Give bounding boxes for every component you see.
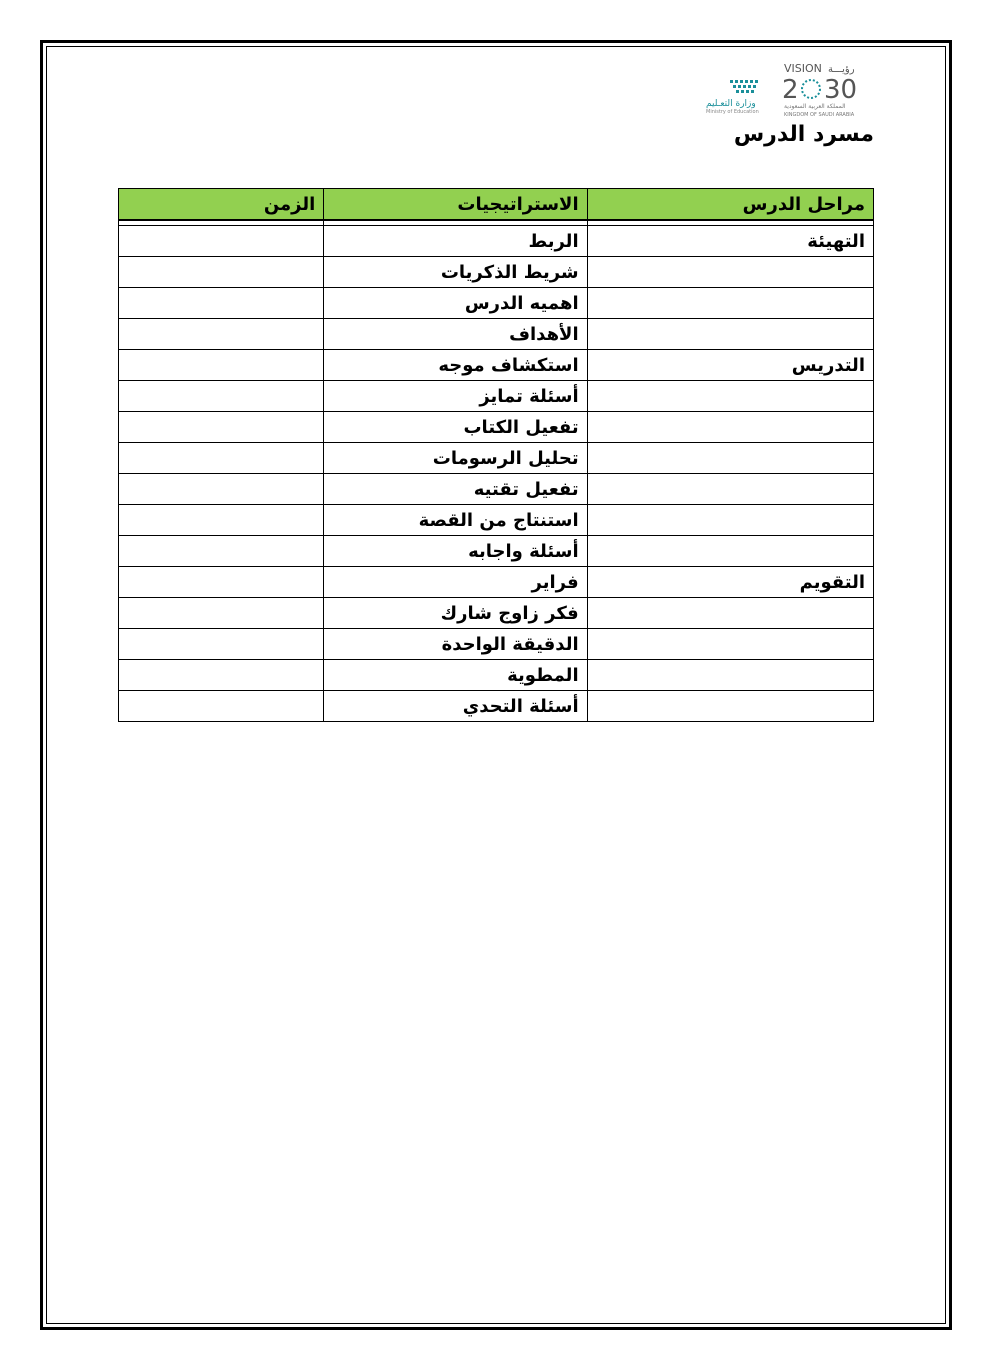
stage-cell [587, 505, 873, 536]
stage-cell [587, 319, 873, 350]
svg-text:2: 2 [782, 75, 799, 105]
table-row [119, 381, 874, 412]
strategy-cell: الدقيقة الواحدة [324, 629, 587, 660]
stage-cell [587, 474, 873, 505]
table-row [119, 443, 874, 474]
time-cell [119, 691, 324, 722]
svg-text:Ministry of Education: Ministry of Education [706, 109, 759, 115]
time-cell [119, 474, 324, 505]
stage-cell [587, 660, 873, 691]
time-cell [119, 288, 324, 319]
table-row [119, 629, 874, 660]
strategy-cell: أسئلة تمايز [324, 381, 587, 412]
stage-cell: التقويم [587, 567, 873, 598]
table-row [119, 226, 874, 257]
stage-cell [587, 257, 873, 288]
time-cell [119, 381, 324, 412]
time-cell [119, 629, 324, 660]
time-cell [119, 319, 324, 350]
strategy-cell: تفعيل الكتاب [324, 412, 587, 443]
table-row [119, 474, 874, 505]
strategy-cell: شريط الذكريات [324, 257, 587, 288]
stage-cell [587, 598, 873, 629]
time-cell [119, 505, 324, 536]
time-cell [119, 226, 324, 257]
strategy-cell: أسئلة واجابه [324, 536, 587, 567]
stage-cell [587, 443, 873, 474]
svg-text:رؤيـــة: رؤيـــة [828, 64, 855, 75]
time-cell [119, 443, 324, 474]
svg-text:وزارة التعـليم: وزارة التعـليم [706, 99, 756, 109]
time-cell [119, 536, 324, 567]
table-header-row [119, 189, 874, 221]
stage-cell: التهيئة [587, 226, 873, 257]
table-row [119, 660, 874, 691]
stage-cell [587, 288, 873, 319]
table-row [119, 691, 874, 722]
table-row [119, 350, 874, 381]
ministry-of-education-logo [700, 76, 778, 116]
column-header-strategies: الاستراتيجيات [324, 189, 587, 221]
vision-2030-logo [780, 58, 872, 120]
svg-text:المملكة العربية السعودية: المملكة العربية السعودية [784, 103, 846, 110]
stage-cell [587, 629, 873, 660]
strategy-cell: استنتاج من القصة [324, 505, 587, 536]
column-header-time: الزمن [119, 189, 324, 221]
time-cell [119, 257, 324, 288]
table-row [119, 598, 874, 629]
svg-text:30: 30 [824, 75, 858, 105]
time-cell [119, 660, 324, 691]
stage-cell [587, 536, 873, 567]
table-row [119, 412, 874, 443]
page-title: مسرد الدرس [733, 122, 874, 147]
svg-text:VISION: VISION [784, 62, 822, 75]
column-header-stage: مراحل الدرس [587, 189, 873, 221]
strategy-cell: الأهداف [324, 319, 587, 350]
stage-cell [587, 381, 873, 412]
svg-text:KINGDOM OF SAUDI ARABIA: KINGDOM OF SAUDI ARABIA [784, 112, 855, 118]
table-row [119, 536, 874, 567]
table-row [119, 505, 874, 536]
strategy-cell: فراير [324, 567, 587, 598]
strategy-cell: تفعيل تقتيه [324, 474, 587, 505]
table-row [119, 288, 874, 319]
strategy-cell: المطوية [324, 660, 587, 691]
stage-cell: التدريس [587, 350, 873, 381]
time-cell [119, 412, 324, 443]
table-row [119, 319, 874, 350]
time-cell [119, 350, 324, 381]
strategy-cell: استكشاف موجه [324, 350, 587, 381]
time-cell [119, 567, 324, 598]
table-row [119, 567, 874, 598]
table-row [119, 257, 874, 288]
strategy-cell: فكر زاوج شارك [324, 598, 587, 629]
time-cell [119, 598, 324, 629]
stage-cell [587, 691, 873, 722]
stage-cell [587, 412, 873, 443]
strategy-cell: أسئلة التحدي [324, 691, 587, 722]
strategy-cell: الربط [324, 226, 587, 257]
strategy-cell: اهميه الدرس [324, 288, 587, 319]
lesson-strategies-table [118, 188, 874, 722]
strategy-cell: تحليل الرسومات [324, 443, 587, 474]
